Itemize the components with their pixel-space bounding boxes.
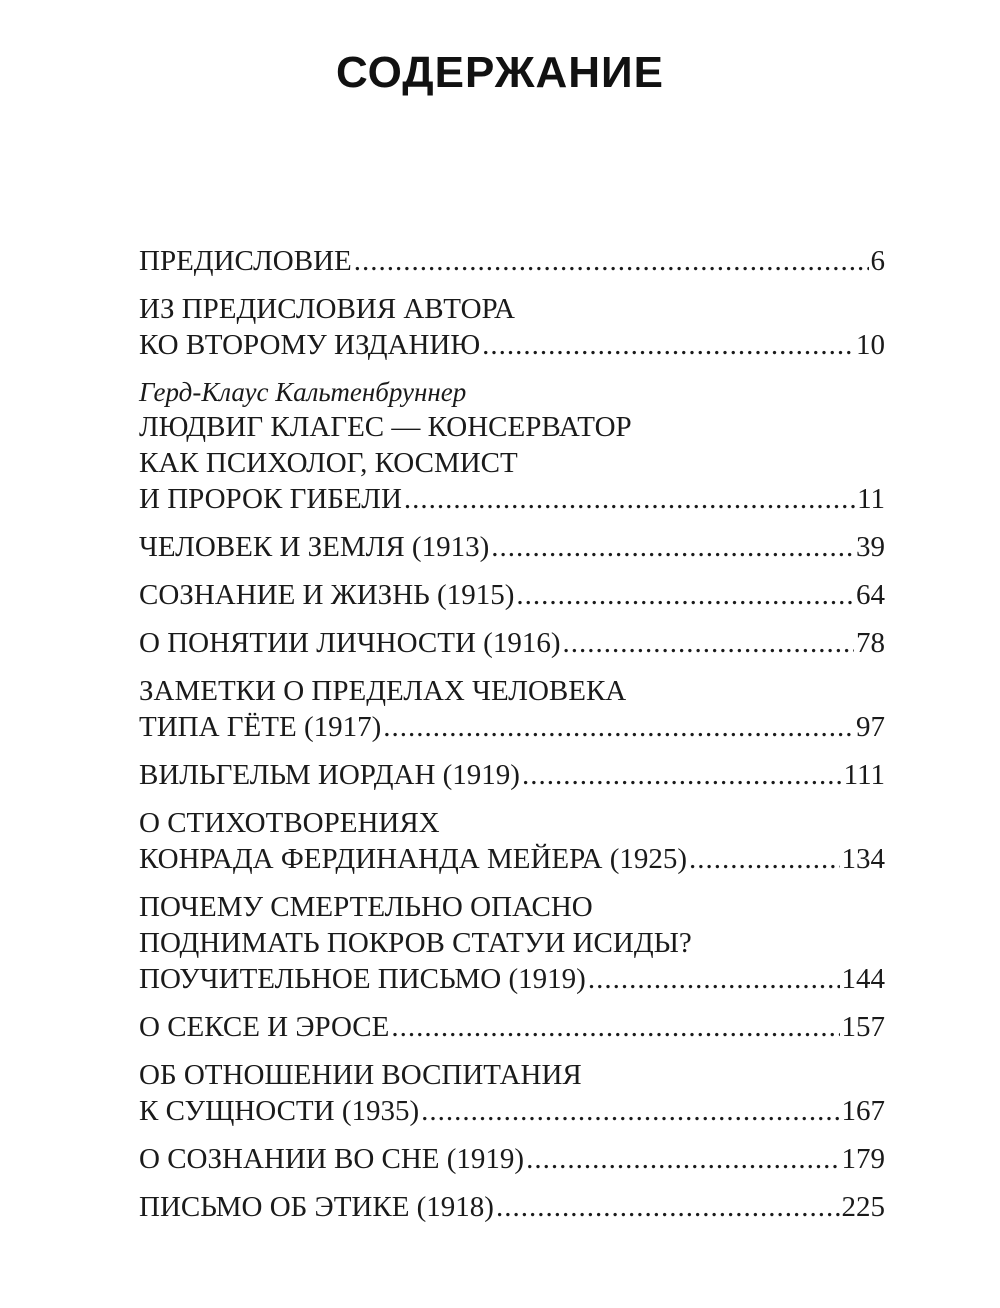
toc-entry [139,805,885,877]
entry-last-line [139,757,885,793]
entry-title-line: КО ВТОРОМУ ИЗДАНИЮ [139,329,481,361]
dot-leader [354,243,869,279]
entry-title-line: О СЕКСЕ И ЭРОСЕ [139,1011,390,1043]
dot-leader [482,327,854,363]
page-number: 10 [856,329,885,361]
entry-title-line: К СУЩНОСТИ (1935) [139,1095,420,1127]
entry-title-line: КОНРАДА ФЕРДИНАНДА МЕЙЕРА (1925) [139,843,688,875]
page-number: 97 [856,711,885,743]
page-number: 78 [856,627,885,659]
page-number: 167 [841,1095,885,1127]
dot-leader [383,709,854,745]
entry-title-line: ОБ ОТНОШЕНИИ ВОСПИТАНИЯ [139,1059,582,1091]
toc-entry [139,1057,885,1129]
entry-last-line [139,1009,885,1045]
entry-title-line: ВИЛЬГЕЛЬМ ИОРДАН (1919) [139,759,520,791]
page-number: 39 [856,531,885,563]
page-number: 134 [841,843,885,875]
toc-entry [139,375,885,517]
entry-title-line: О СТИХОТВОРЕНИЯХ [139,807,440,839]
toc-entry [139,243,885,279]
dot-leader [562,625,854,661]
entry-title-line: ИЗ ПРЕДИСЛОВИЯ АВТОРА [139,293,515,325]
entry-title-line: ЧЕЛОВЕК И ЗЕМЛЯ (1913) [139,531,490,563]
entry-title-line: ТИПА ГЁТЕ (1917) [139,711,382,743]
entry-last-line [139,1093,885,1129]
entry-title-line: КАК ПСИХОЛОГ, КОСМИСТ [139,447,518,479]
entry-title-line: О СОЗНАНИИ ВО СНЕ (1919) [139,1143,525,1175]
table-of-contents [139,243,885,1237]
entry-last-line [139,625,885,661]
dot-leader [516,577,854,613]
toc-entry [139,757,885,793]
page-number: 144 [841,963,885,995]
entry-last-line [139,243,885,279]
dot-leader [421,1093,839,1129]
entry-title-line: СОЗНАНИЕ И ЖИЗНЬ (1915) [139,579,515,611]
page-number: 225 [841,1191,885,1223]
page-number: 11 [857,483,885,515]
page-title: СОДЕРЖАНИЕ [335,48,665,97]
toc-entry [139,673,885,745]
entry-title-line: И ПРОРОК ГИБЕЛИ [139,483,402,515]
entry-title-line: ПОЧЕМУ СМЕРТЕЛЬНО ОПАСНО [139,891,593,923]
toc-entry [139,1009,885,1045]
dot-leader [496,1189,840,1225]
entry-last-line [139,1189,885,1225]
dot-leader [588,961,840,997]
dot-leader [689,841,839,877]
entry-last-line [139,577,885,613]
entry-last-line [139,841,885,877]
toc-entry [139,291,885,363]
page-number: 157 [841,1011,885,1043]
toc-entry [139,577,885,613]
page-number: 64 [856,579,885,611]
page-number: 6 [870,245,885,277]
entry-title-line: ПИСЬМО ОБ ЭТИКЕ (1918) [139,1191,494,1223]
entry-last-line [139,327,885,363]
toc-entry [139,529,885,565]
entry-last-line [139,961,885,997]
dot-leader [391,1009,839,1045]
dot-leader [522,757,842,793]
toc-entry [139,1189,885,1225]
page-number: 179 [841,1143,885,1175]
page-number: 111 [843,759,885,791]
toc-entry [139,889,885,997]
entry-title-line: ЗАМЕТКИ О ПРЕДЕЛАХ ЧЕЛОВЕКА [139,675,627,707]
entry-title-line: ПОДНИМАТЬ ПОКРОВ СТАТУИ ИСИДЫ? [139,927,692,959]
entry-title-line: ПОУЧИТЕЛЬНОЕ ПИСЬМО (1919) [139,963,586,995]
dot-leader [526,1141,839,1177]
entry-title-line: О ПОНЯТИИ ЛИЧНОСТИ (1916) [139,627,561,659]
toc-entry [139,625,885,661]
entry-title-line: ЛЮДВИГ КЛАГЕС — КОНСЕРВАТОР [139,411,632,443]
entry-last-line [139,709,885,745]
dot-leader [491,529,854,565]
entry-author: Герд-Клаус Кальтенбруннер [139,377,467,407]
toc-entry [139,1141,885,1177]
entry-last-line [139,1141,885,1177]
dot-leader [404,481,855,517]
entry-last-line [139,481,885,517]
entry-title-line: ПРЕДИСЛОВИЕ [139,245,352,277]
entry-last-line [139,529,885,565]
